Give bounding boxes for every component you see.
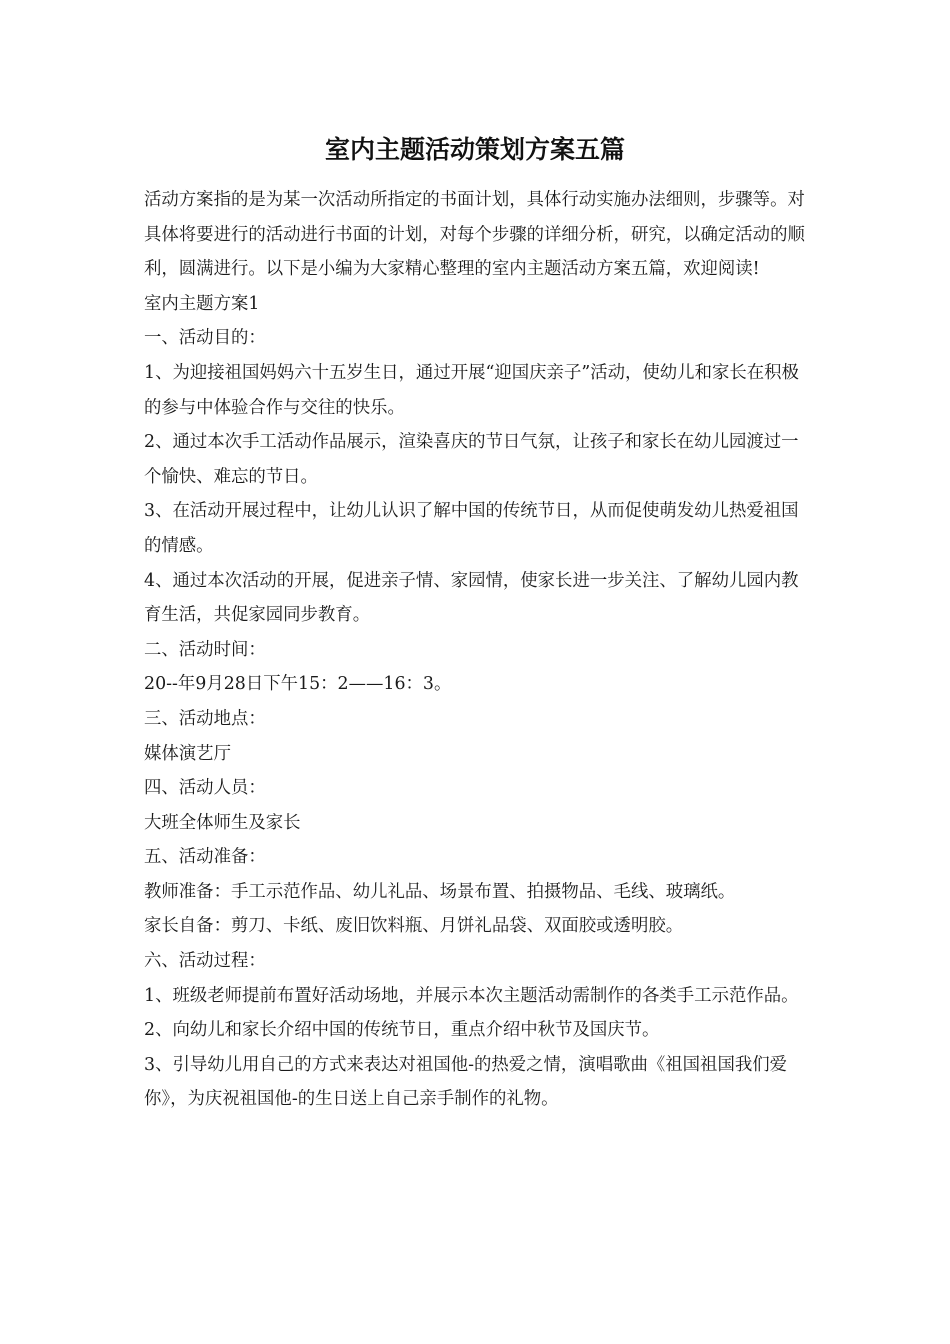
activity-time-value: 20--年9月28日下午15：2——16：3。 — [144, 674, 452, 695]
heading-activity-time: 二、活动时间： — [144, 639, 266, 660]
purpose-item-1: 1、为迎接祖国妈妈六十五岁生日，通过开展“迎国庆亲子”活动，使幼儿和家长在积极的参与中体验合作与交往的快乐。 — [144, 362, 799, 418]
intro-paragraph: 活动方案指的是为某一次活动所指定的书面计划，具体行动实施办法细则，步骤等。对具体将要进行的活动进行书面的计划，对每个步骤的详细分析，研究，以确定活动的顺利，圆满进行。以下是小编为大家精心整理的室内主题活动方案五篇，欢迎阅读! — [144, 190, 805, 280]
purpose-item-4: 4、通过本次活动的开展，促进亲子情、家园情，使家长进一步关注、了解幼儿园内教育生活，共促家园同步教育。 — [144, 570, 799, 626]
process-item-3: 3、引导幼儿用自己的方式来表达对祖国他-的热爱之情，演唱歌曲《祖国祖国我们爱你》，为庆祝祖国他-的生日送上自己亲手制作的礼物。 — [144, 1054, 788, 1110]
heading-activity-location: 三、活动地点： — [144, 708, 266, 729]
purpose-item-2: 2、通过本次手工活动作品展示，渲染喜庆的节日气氛，让孩子和家长在幼儿园渡过一个愉快、难忘的节日。 — [144, 432, 799, 487]
activity-participants-value: 大班全体师生及家长 — [144, 812, 301, 833]
parent-preparation: 家长自备：剪刀、卡纸、废旧饮料瓶、月饼礼品袋、双面胶或透明胶。 — [144, 916, 684, 937]
process-item-1: 1、班级老师提前布置好活动场地，并展示本次主题活动需制作的各类手工示范作品。 — [144, 985, 799, 1006]
heading-activity-preparation: 五、活动准备： — [144, 847, 266, 868]
purpose-item-3: 3、在活动开展过程中，让幼儿认识了解中国的传统节日，从而促使萌发幼儿热爱祖国的情感。 — [144, 501, 799, 556]
teacher-preparation: 教师准备：手工示范作品、幼儿礼品、场景布置、拍摄物品、毛线、玻璃纸。 — [144, 881, 736, 902]
heading-activity-purpose: 一、活动目的： — [144, 328, 266, 349]
document-title: 室内主题活动策划方案五篇 — [324, 135, 625, 164]
document-body — [144, 183, 812, 1117]
process-item-2: 2、向幼儿和家长介绍中国的传统节日，重点介绍中秋节及国庆节。 — [144, 1020, 660, 1041]
heading-activity-participants: 四、活动人员： — [144, 778, 266, 799]
activity-location-value: 媒体演艺厅 — [144, 743, 231, 764]
section-heading-plan-1: 室内主题方案1 — [144, 293, 260, 314]
heading-activity-process: 六、活动过程： — [144, 951, 266, 972]
